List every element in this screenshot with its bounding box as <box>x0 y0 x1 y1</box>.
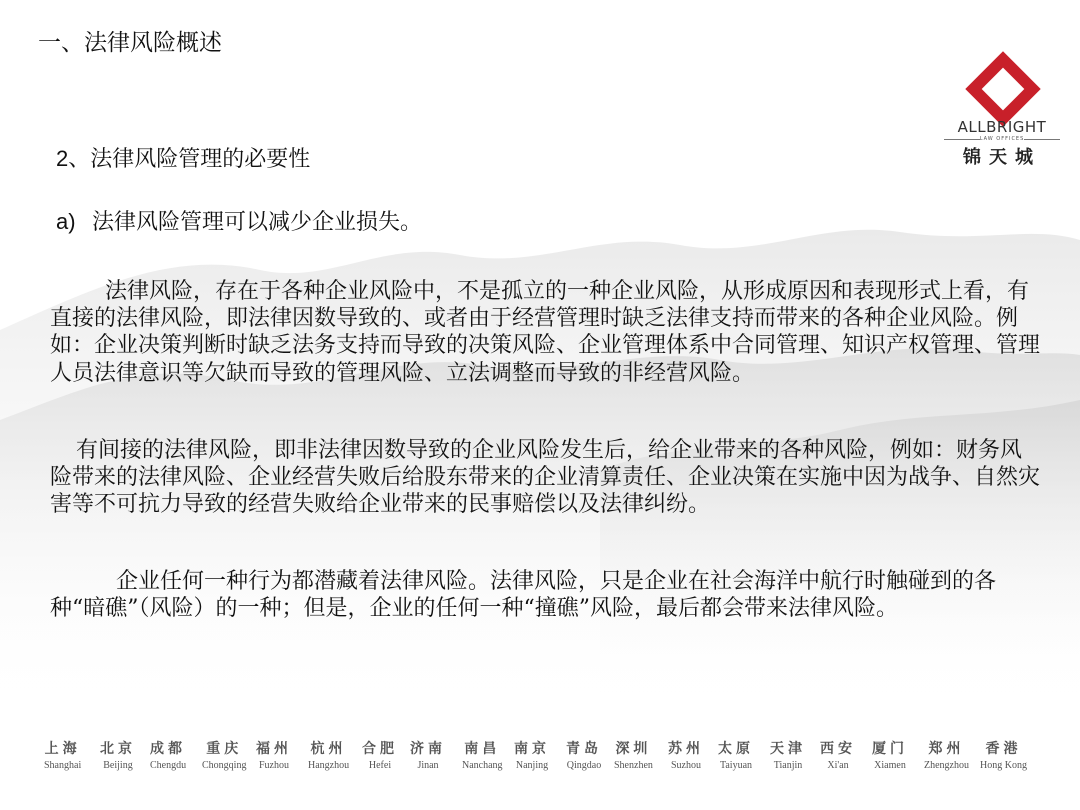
office-city-en: Hangzhou <box>308 760 350 771</box>
office-city-en: Fuzhou <box>259 760 289 771</box>
paragraph-summary: 企业任何一种行为都潜藏着法律风险。法律风险，只是企业在社会海洋中航行时触碰到的各种“暗礁”（风险）的一种；但是，企业的任何一种“撞礁”风险，最后都会带来法律风险。 <box>50 569 997 622</box>
office-city-cn: 西安 <box>820 741 856 757</box>
office-city <box>924 738 969 771</box>
point-marker: a) <box>56 209 76 234</box>
subheading-text: 、法律风险管理的必要性 <box>68 147 311 172</box>
logo-name-en: ALLBRIGHT <box>957 118 1047 136</box>
section-title: 一、法律风险概述 <box>38 30 222 56</box>
office-city-cn: 福州 <box>256 741 292 757</box>
office-city-en: Hefei <box>368 760 392 771</box>
point-a <box>56 206 422 239</box>
office-city <box>462 738 503 771</box>
office-city-en: Xi'an <box>827 760 849 771</box>
office-city <box>718 738 754 771</box>
subheading-number: 2 <box>56 146 69 171</box>
office-city-en: Shanghai <box>44 760 82 771</box>
office-city-en: Chengdu <box>150 760 187 771</box>
office-city <box>100 738 136 771</box>
logo-name-cn: 锦天城 <box>963 147 1041 168</box>
office-city-cn: 合肥 <box>362 741 398 757</box>
office-city-cn: 成都 <box>150 741 187 757</box>
office-city-cn: 天津 <box>770 741 806 757</box>
subheading <box>56 143 310 176</box>
office-city-en: Chongqing <box>202 760 247 771</box>
office-city-en: Tianjin <box>773 760 803 771</box>
office-city-en: Shenzhen <box>614 760 653 771</box>
office-city <box>614 738 653 771</box>
office-city <box>202 738 246 771</box>
office-city-en: Taiyuan <box>719 760 753 771</box>
logo-divider-right <box>1024 139 1060 140</box>
office-city-cn: 北京 <box>100 741 136 757</box>
office-city <box>308 738 349 771</box>
office-city <box>44 738 81 771</box>
office-city-en: Nanjing <box>515 760 549 771</box>
office-city-cn: 太原 <box>718 741 754 757</box>
office-city-cn: 青岛 <box>566 741 602 757</box>
office-city <box>410 738 446 771</box>
office-city <box>150 738 186 771</box>
office-city-cn: 南京 <box>514 741 550 757</box>
paragraph-indirect-risk: 有间接的法律风险，即非法律因数导致的企业风险发生后，给企业带来的各种风险，例如：财务风险带来的法律风险、企业经营失败后给股东带来的企业清算责任、企业决策在实施中因为战争、自然灾害等不可抗力导致的经营失败给企业带来的民事赔偿以及法律纠纷。 <box>50 438 1041 518</box>
office-city <box>514 738 550 771</box>
office-city <box>256 738 292 771</box>
office-city <box>362 738 398 771</box>
office-city <box>770 738 806 771</box>
office-city-en: Hong Kong <box>980 760 1027 771</box>
office-city <box>668 738 704 771</box>
office-city-cn: 重庆 <box>206 741 243 757</box>
office-city <box>872 738 908 771</box>
office-city-en: Xiamen <box>874 760 906 771</box>
office-city-cn: 厦门 <box>872 741 908 757</box>
office-city-en: Zhengzhou <box>924 760 969 771</box>
office-city-en: Qingdao <box>566 760 602 771</box>
office-city <box>820 738 856 771</box>
office-locations-footer <box>44 738 1044 784</box>
office-city-cn: 香港 <box>985 741 1022 757</box>
office-city-en: Suzhou <box>671 760 701 771</box>
office-city-cn: 济南 <box>410 741 446 757</box>
point-text: 法律风险管理可以减少企业损失。 <box>92 210 423 235</box>
office-city-cn: 上海 <box>44 741 81 757</box>
office-city-cn: 杭州 <box>310 741 347 757</box>
office-city-en: Beijing <box>103 760 133 771</box>
office-city-cn: 南昌 <box>464 741 501 757</box>
office-city-cn: 深圳 <box>615 741 652 757</box>
paragraph-direct-risk: 法律风险，存在于各种企业风险中，不是孤立的一种企业风险，从形成原因和表现形式上看，有直接的法律风险，即法律因数导致的、或者由于经营管理时缺乏法律支持而带来的各种企业风险。例如：企业决策判断时缺乏法务支持而导致的决策风险、企业管理体系中合同管理、知识产权管理、管理人员法律意识等欠缺而导致的管理风险、立法调整而导致的非经营风险。 <box>50 279 1041 386</box>
office-city <box>980 738 1027 771</box>
allbright-logo <box>938 48 1066 170</box>
office-city-cn: 苏州 <box>668 741 704 757</box>
office-city-en: Nanchang <box>462 760 503 771</box>
office-city-cn: 郑州 <box>928 741 965 757</box>
logo-subtitle: LAW OFFICES <box>979 136 1025 142</box>
office-city-en: Jinan <box>417 760 439 771</box>
office-city <box>566 738 602 771</box>
